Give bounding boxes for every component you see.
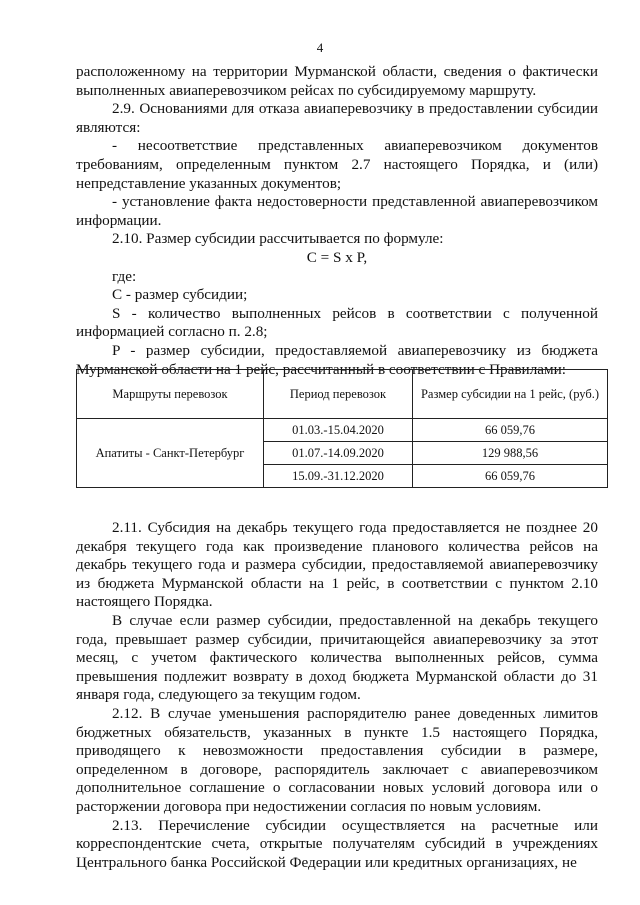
paragraph-excess-refund: В случае если размер субсидии, предоставленной на декабрь текущего года, превышает размер субсидии, причитающейся авиаперевозчику за этот месяц, с учетом фактического количества выполненных рейсов, сумма превышения подлежит возврату в доход бюджета Мурманской области до 31 января года, следующего за текущим годом. — [76, 611, 598, 704]
paragraph-reason-2: - установление факта недостоверности представленной авиаперевозчиком информации. — [76, 193, 598, 229]
bottom-text-block — [76, 519, 598, 872]
paragraph-2-13: 2.13. Перечисление субсидии осуществляется на расчетные или корреспондентские счета, открытые получателям субсидий в учреждениях Центрального банка Российской Федерации или кредитных организациях, не — [76, 816, 598, 871]
route-cell: Апатиты - Санкт-Петербург — [77, 419, 264, 488]
formula-p-definition: P - размер субсидии, предоставляемой авиаперевозчику из бюджета Мурманской области на 1 рейс, рассчитанный в соответствии с Правилами: — [76, 341, 598, 378]
formula-s-definition: S - количество выполненных рейсов в соответствии с полученной информацией согласно п. 2.8; — [76, 304, 598, 341]
formula-c-definition: C - размер субсидии; — [112, 286, 248, 304]
subsidy-table — [76, 369, 608, 488]
formula-where: где: — [112, 267, 137, 285]
amount-cell: 66 059,76 — [413, 419, 608, 442]
paragraph-2-9: 2.9. Основаниями для отказа авиаперевозчику в предоставлении субсидии являются: — [76, 100, 598, 136]
paragraph-reason-1: - несоответствие представленных авиаперевозчиком документов требованиям, определенным пунктом 2.7 настоящего Порядка, и (или) непредставление указанных документов; — [76, 137, 598, 192]
amount-cell: 66 059,76 — [413, 465, 608, 488]
top-text-block — [76, 63, 598, 379]
paragraph-2-11: 2.11. Субсидия на декабрь текущего года предоставляется не позднее 20 декабря текущего года как произведение планового количества рейсов на декабрь текущего года и размера субсидии, предоставляемой авиаперевозчику из бюджета Мурманской области на 1 рейс, в соответствии с пунктом 2.10 настоящего Порядка. — [76, 519, 598, 611]
paragraph-2-12: 2.12. В случае уменьшения распорядителю ранее доведенных лимитов бюджетных обязательств, указанных в пункте 1.5 настоящего Порядка, приводящего к невозможности предоставления субсидии в размере, определенном в договоре, распорядитель заключает с авиаперевозчиком дополнительное соглашение о согласовании новых условий договора или о расторжении договора при недостижении согласия по новым условиям. — [76, 704, 598, 815]
period-cell: 15.09.-31.12.2020 — [264, 465, 413, 488]
period-cell: 01.03.-15.04.2020 — [264, 419, 413, 442]
paragraph-continuation: расположенному на территории Мурманской области, сведения о фактически выполненных авиаперевозчиком рейсах по субсидируемому маршруту. — [76, 63, 598, 99]
header-routes: Маршруты перевозок — [77, 370, 264, 419]
formula: C = S x P, — [306, 248, 368, 266]
table-header-row — [77, 370, 608, 419]
period-cell: 01.07.-14.09.2020 — [264, 442, 413, 465]
table-row — [77, 419, 608, 442]
page-number: 4 — [316, 40, 324, 55]
header-amount: Размер субсидии на 1 рейс, (руб.) — [413, 370, 608, 419]
amount-cell: 129 988,56 — [413, 442, 608, 465]
paragraph-2-10: 2.10. Размер субсидии рассчитывается по формуле: — [112, 230, 444, 248]
header-period: Период перевозок — [264, 370, 413, 419]
